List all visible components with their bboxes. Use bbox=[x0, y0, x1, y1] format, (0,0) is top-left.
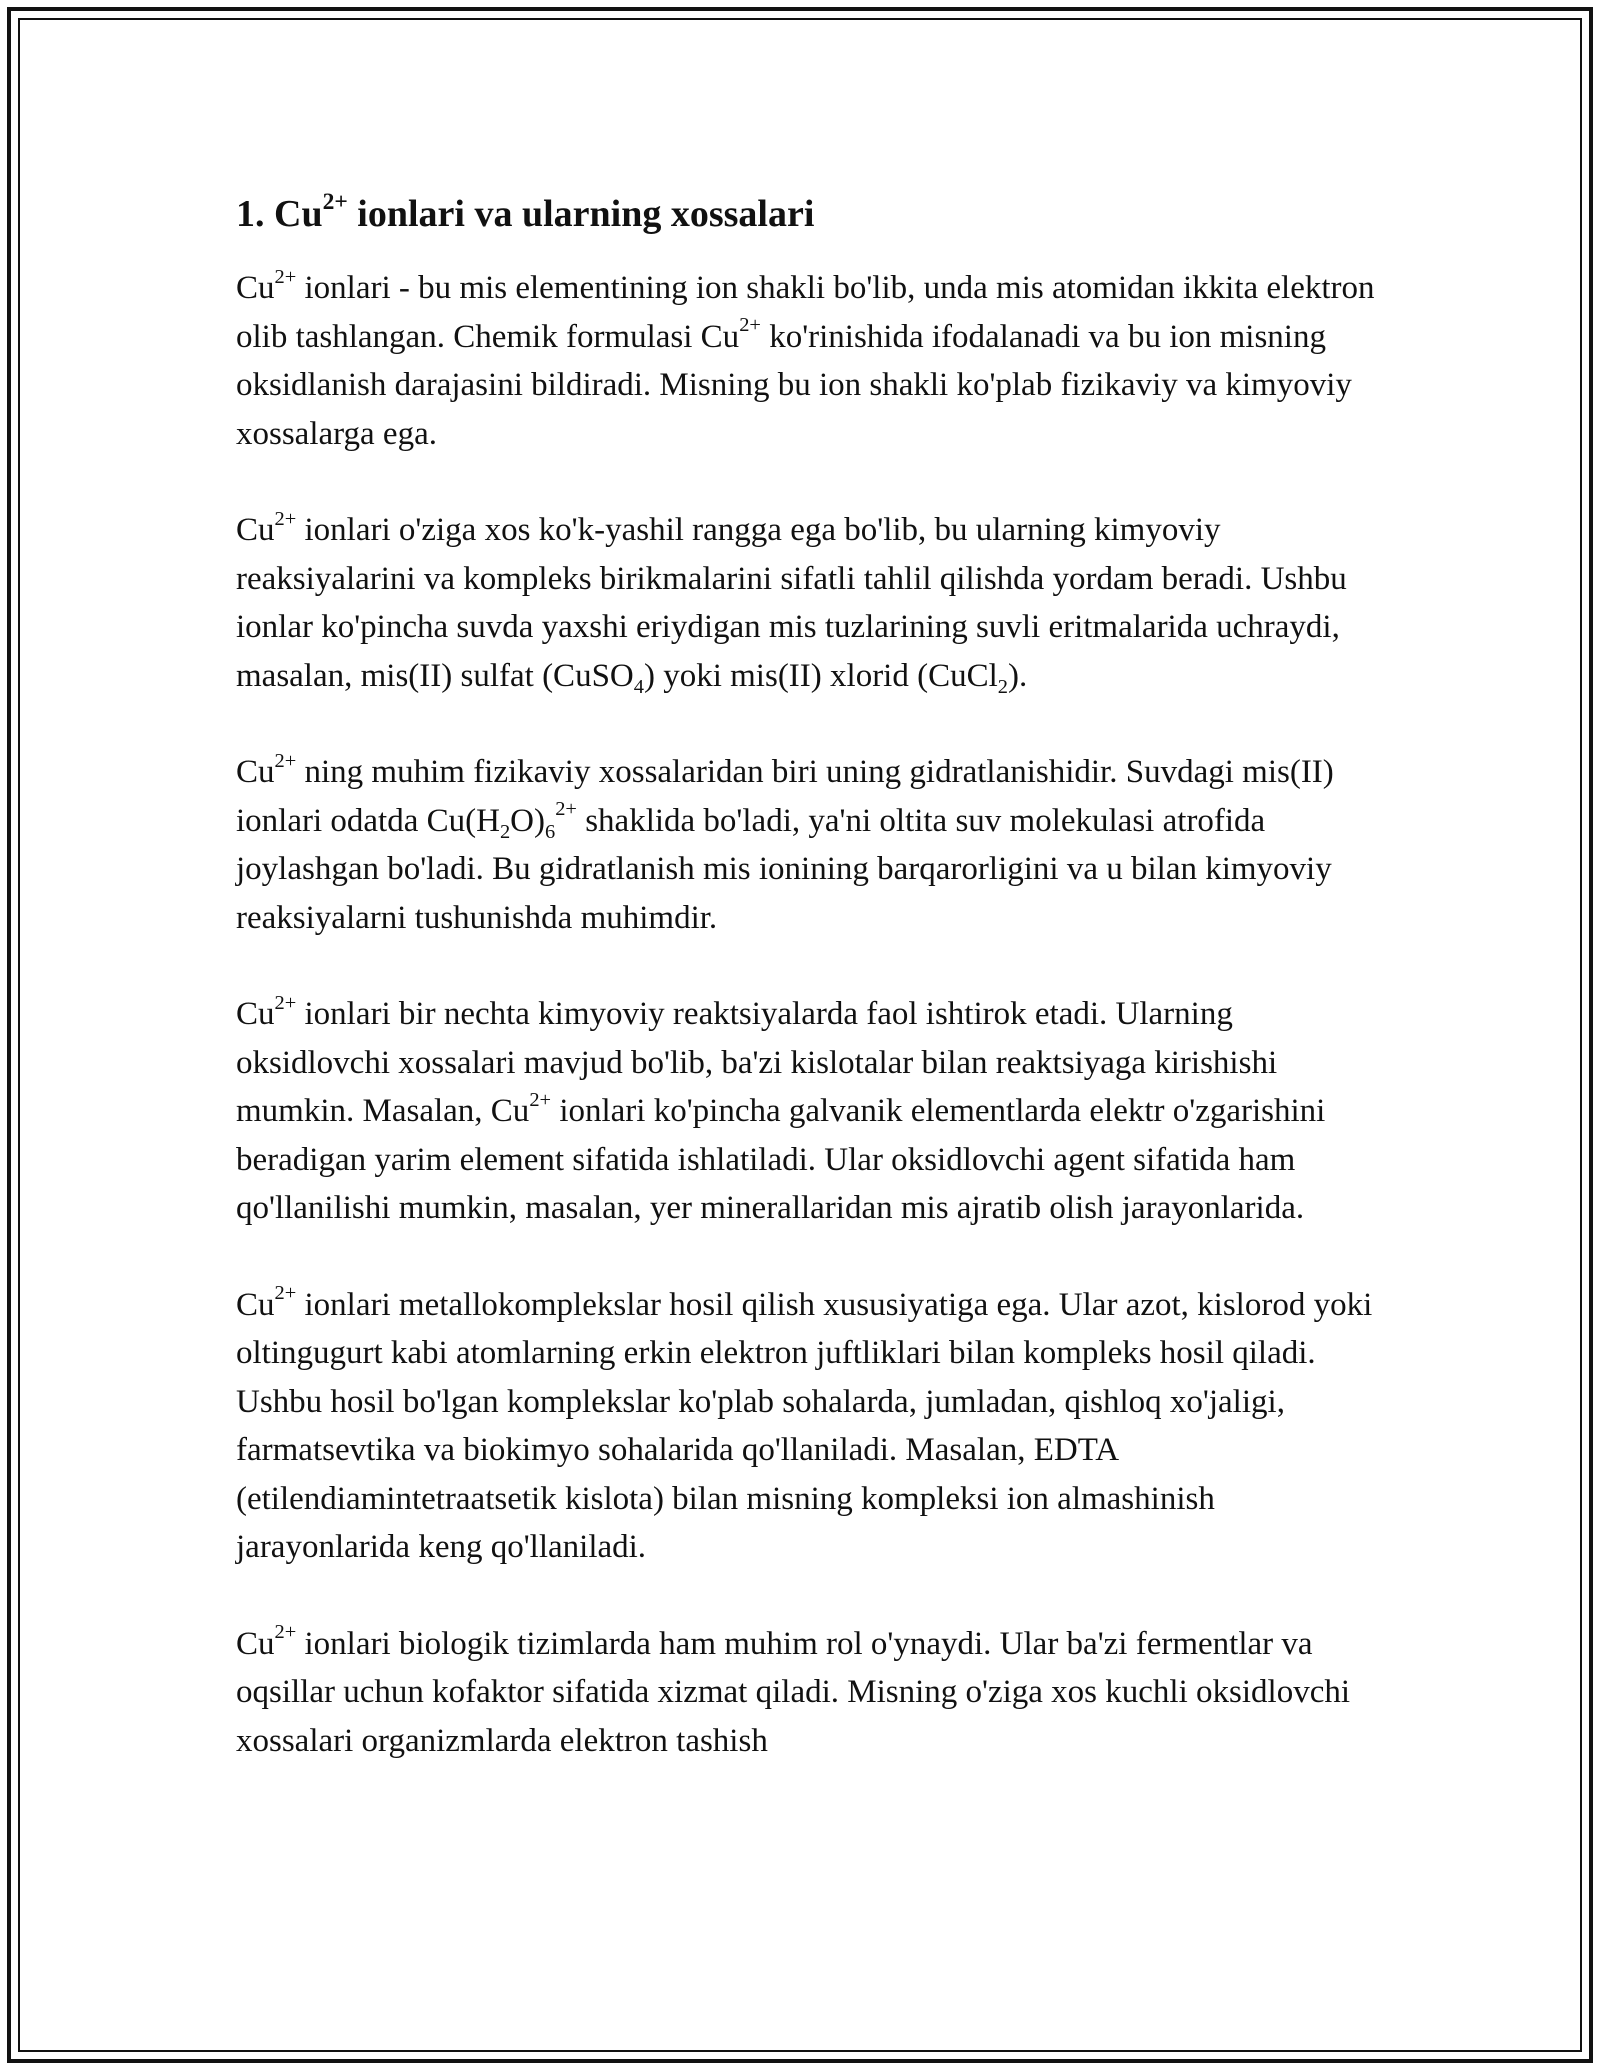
paragraph-3: $Cu^{2+}$ ning muhim fizikaviy xossalaridan biri uning gidratlanishidir. Suvdagi mis(II) ionlari odatda $Cu(H_2O)_6^{2+}$ shaklida bo'ladi, ya'ni oltita suv molekulasi atrofida joylashgan bo'ladi. Bu gidratlanish mis ionining barqarorligini va u bilan kimyoviy reaksiyalarni tushunishda muhimdir. bbox=[236, 749, 1334, 936]
document-body bbox=[236, 188, 1376, 1765]
paragraph-6: $Cu^{2+}$ ionlari biologik tizimlarda ham muhim rol o'ynaydi. Ular ba'zi fermentlar va oqsillar uchun kofaktor sifatida xizmat qiladi. Misning o'ziga xos kuchli oksidlovchi xossalari organizmlarda elektron tashish bbox=[236, 1621, 1351, 1759]
paragraph-4: $Cu^{2+}$ ionlari bir nechta kimyoviy reaktsiyalarda faol ishtirok etadi. Ularning oksidlovchi xossalari mavjud bo'lib, ba'zi kislotalar bilan reaktsiyaga kirishishi mumkin. Masalan, $Cu^{2+}$ ionlari ko'pincha galvanik elementlarda elektr o'zgarishini beradigan yarim element sifatida ishlatiladi. Ular oksidlovchi agent sifatida ham qo'llanilishi mumkin, masalan, yer minerallaridan mis ajratib olish jarayonlarida. bbox=[236, 991, 1326, 1226]
paragraph-2: $Cu^{2+}$ ionlari o'ziga xos ko'k-yashil rangga ega bo'lib, bu ularning kimyoviy reaksiyalarini va kompleks birikmalarini sifatli tahlil qilishda yordam beradi. Ushbu ionlar ko'pincha suvda yaxshi eriydigan mis tuzlarining suvli eritmalarida uchraydi, masalan, mis(II) sulfat (CuSO$_4$) yoki mis(II) xlorid (CuCl$_2$). bbox=[236, 507, 1347, 699]
section-heading: 1. $Cu^{2+}$ ionlari va ularning xossalari bbox=[236, 188, 815, 235]
paragraph-5: $Cu^{2+}$ ionlari metallokomplekslar hosil qilish xususiyatiga ega. Ular azot, kislorod yoki oltingugurt kabi atomlarning erkin elektron juftliklari bilan kompleks hosil qiladi. Ushbu hosil bo'lgan komplekslar ko'plab sohalarda, jumladan, qishloq xo'jaligi, farmatsevtika va biokimyo sohalarida qo'llaniladi. Masalan, EDTA (etilendiamintetraatsetik kislota) bilan misning kompleksi ion almashinish jarayonlarida keng qo'llaniladi. bbox=[236, 1282, 1373, 1565]
paragraph-1: $Cu^{2+}$ ionlari - bu mis elementining ion shakli bo'lib, unda mis atomidan ikkita elektron olib tashlangan. Chemik formulasi $Cu^{2+}$ ko'rinishida ifodalanadi va bu ion misning oksidlanish darajasini bildiradi. Misning bu ion shakli ko'plab fizikaviy va kimyoviy xossalarga ega. bbox=[236, 265, 1375, 452]
